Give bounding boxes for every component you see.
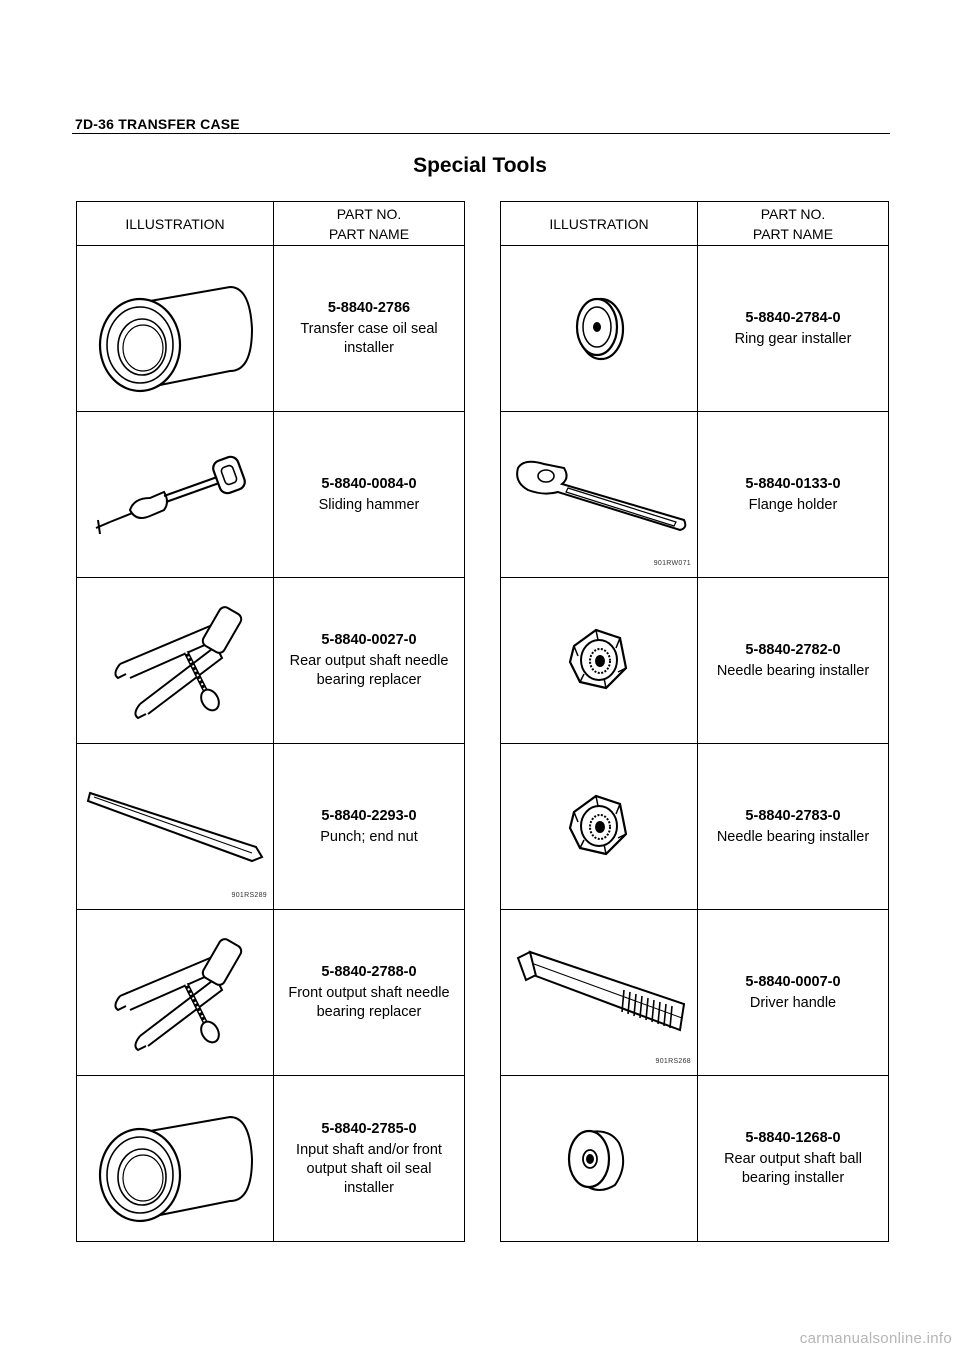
part-cell xyxy=(698,412,889,578)
oil-seal-installer-icon xyxy=(90,1089,260,1229)
tools-table-left xyxy=(76,201,465,1242)
figure-code: 901RS268 xyxy=(655,1058,691,1065)
illustration-cell xyxy=(501,1076,698,1242)
part-name: Driver handle xyxy=(749,994,837,1011)
page-header: 7D-36 TRANSFER CASE xyxy=(75,116,240,132)
part-number: 5-8840-1268-0 xyxy=(745,1130,841,1146)
ball-bearing-installer-icon xyxy=(559,1119,639,1199)
table-row xyxy=(77,744,465,910)
part-cell xyxy=(274,412,465,578)
part-cell xyxy=(274,910,465,1076)
part-cell xyxy=(274,578,465,744)
part-cell xyxy=(274,744,465,910)
part-name: Needle bearing installer xyxy=(716,828,870,845)
part-number: 5-8840-2293-0 xyxy=(321,807,417,824)
part-name: Ring gear installer xyxy=(734,330,852,347)
hex-nut-installer-icon xyxy=(554,782,644,872)
part-name-header: PART NAME xyxy=(328,225,410,242)
page-title: Special Tools xyxy=(413,154,547,177)
part-name: Rear output shaft ball bearing installer xyxy=(724,1151,862,1186)
sliding-hammer-icon xyxy=(90,450,260,540)
part-cell xyxy=(698,744,889,910)
table-header-row xyxy=(77,202,465,246)
illustration-cell xyxy=(77,910,274,1076)
table-row xyxy=(501,412,889,578)
part-number: 5-8840-2786 xyxy=(327,300,411,316)
table-row xyxy=(77,1076,465,1242)
part-cell xyxy=(698,1076,889,1242)
flange-holder-icon xyxy=(504,450,694,540)
part-header xyxy=(698,202,889,246)
illustration-cell xyxy=(77,1076,274,1242)
table-row xyxy=(77,412,465,578)
table-row xyxy=(501,744,889,910)
part-number: 5-8840-2783-0 xyxy=(745,807,841,824)
part-number: 5-8840-0133-0 xyxy=(745,475,841,492)
part-name: Needle bearing installer xyxy=(716,662,870,679)
table-row xyxy=(501,246,889,412)
part-name: Rear output shaft needle bearing replacer xyxy=(289,653,449,688)
part-name: Input shaft and/or front output shaft oil seal installer xyxy=(296,1141,442,1196)
illustration-cell xyxy=(501,910,698,1076)
illustration-cell xyxy=(501,246,698,412)
part-cell xyxy=(698,910,889,1076)
part-cell xyxy=(698,246,889,412)
illustration-cell xyxy=(77,412,274,578)
illustration-cell xyxy=(501,578,698,744)
part-name: Flange holder xyxy=(748,496,838,513)
illustration-cell xyxy=(77,744,274,910)
driver-handle-icon xyxy=(504,938,694,1048)
watermark: carmanualsonline.info xyxy=(799,1330,952,1347)
part-name: Transfer case oil seal installer xyxy=(300,321,438,356)
table-row xyxy=(77,578,465,744)
illustration-header: ILLUSTRATION xyxy=(501,202,698,246)
table-row xyxy=(501,910,889,1076)
illustration-cell xyxy=(77,246,274,412)
table-row xyxy=(501,1076,889,1242)
hex-nut-installer-icon xyxy=(554,616,644,706)
figure-code: 901RS289 xyxy=(231,892,267,899)
part-number: 5-8840-2788-0 xyxy=(321,964,417,980)
illustration-header: ILLUSTRATION xyxy=(77,202,274,246)
part-cell xyxy=(274,246,465,412)
illustration-cell xyxy=(501,412,698,578)
ring-gear-installer-icon xyxy=(559,289,639,369)
part-no-header: PART NO. xyxy=(760,205,826,222)
part-number: 5-8840-0007-0 xyxy=(745,973,841,990)
part-name: Punch; end nut xyxy=(320,828,418,845)
header-rule xyxy=(72,133,890,134)
illustration-cell xyxy=(501,744,698,910)
part-no-header: PART NO. xyxy=(336,205,402,222)
part-number: 5-8840-2785-0 xyxy=(321,1120,417,1137)
part-name: Sliding hammer xyxy=(318,496,420,513)
illustration-cell xyxy=(77,578,274,744)
part-number: 5-8840-2782-0 xyxy=(745,641,841,658)
bearing-replacer-icon xyxy=(90,928,260,1058)
table-row xyxy=(77,246,465,412)
table-row xyxy=(501,578,889,744)
part-number: 5-8840-0027-0 xyxy=(321,632,417,648)
oil-seal-installer-icon xyxy=(90,259,260,399)
part-cell xyxy=(698,578,889,744)
figure-code: 901RW071 xyxy=(653,560,691,567)
part-name-header: PART NAME xyxy=(752,225,834,242)
bearing-replacer-icon xyxy=(90,596,260,726)
part-number: 5-8840-0084-0 xyxy=(321,475,417,492)
table-row xyxy=(77,910,465,1076)
punch-icon xyxy=(80,777,270,877)
part-name: Front output shaft needle bearing replacer xyxy=(288,985,450,1020)
part-number: 5-8840-2784-0 xyxy=(745,309,841,326)
table-header-row xyxy=(501,202,889,246)
tools-table-right xyxy=(500,201,889,1242)
part-header xyxy=(274,202,465,246)
part-cell xyxy=(274,1076,465,1242)
